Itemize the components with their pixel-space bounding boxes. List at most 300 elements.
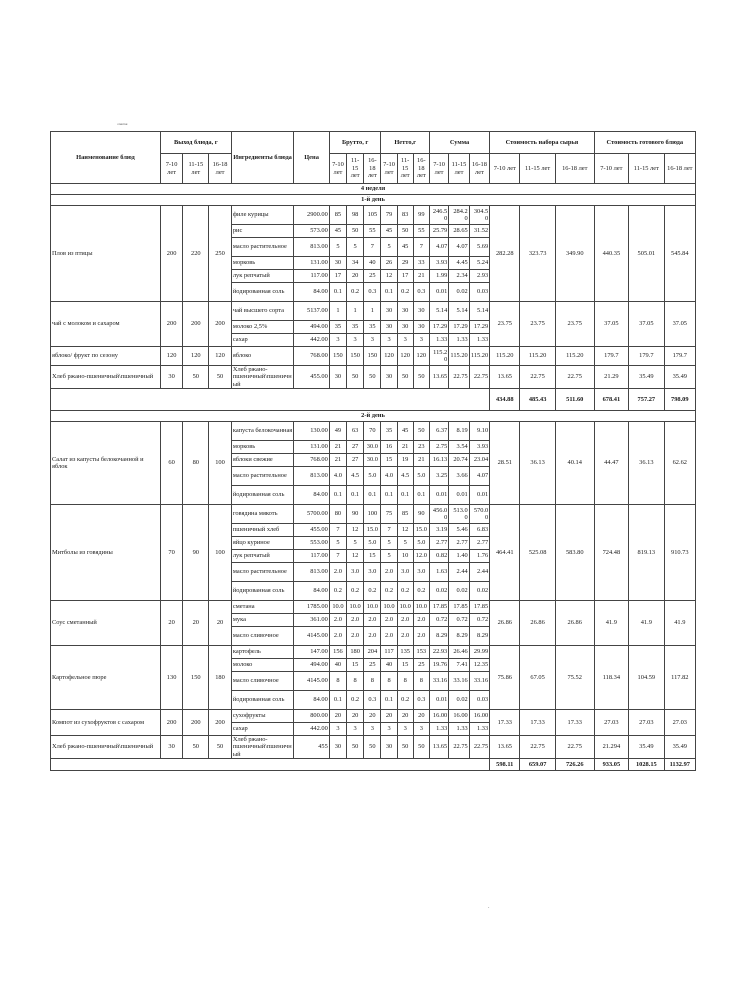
sum-value: 1.33 [469, 723, 489, 736]
netto-value: 50 [397, 225, 413, 238]
brutto-value: 50 [347, 366, 364, 389]
total-spacer [51, 389, 490, 411]
ready-cost-value: 35.49 [664, 366, 695, 389]
netto-value: 75 [381, 505, 397, 524]
brutto-value: 5 [329, 238, 346, 257]
brutto-value: 150 [329, 347, 346, 366]
raw-cost-value: 28.51 [490, 422, 520, 505]
sum-value: 1.33 [469, 334, 489, 347]
ready-cost-value: 545.84 [664, 206, 695, 302]
netto-value: 0.2 [397, 582, 413, 601]
ingredient-name: сахар [231, 334, 293, 347]
netto-value: 17 [397, 270, 413, 283]
sum-value: 4.07 [449, 238, 469, 257]
yield-value: 250 [209, 206, 232, 302]
sum-value: 23.04 [469, 454, 489, 467]
sum-value: 2.44 [469, 563, 489, 582]
netto-value: 153 [413, 646, 429, 659]
netto-value: 3 [381, 723, 397, 736]
brutto-value: 17 [329, 270, 346, 283]
ready-cost-value: 118.34 [594, 646, 628, 710]
sum-value: 0.72 [469, 614, 489, 627]
netto-value: 33 [413, 257, 429, 270]
brutto-value: 0.1 [329, 283, 346, 302]
raw-cost-value: 67.05 [520, 646, 556, 710]
ingredient-name: яйцо куриное [231, 537, 293, 550]
brutto-value: 20 [347, 270, 364, 283]
dish-name: Хлеб ржано-пшеничный\пшеничный [51, 736, 161, 759]
sum-value: 3.93 [429, 257, 448, 270]
sum-value: 16.00 [469, 710, 489, 723]
ingredient-row [51, 736, 696, 759]
brutto-value: 5.0 [364, 467, 381, 486]
netto-value: 2.0 [381, 563, 397, 582]
dish-name: Соус сметанный [51, 601, 161, 646]
brutto-value: 0.2 [329, 582, 346, 601]
ingredient-name: масло растительное [231, 563, 293, 582]
netto-value: 99 [413, 206, 429, 225]
ingredient-name: масло растительное [231, 238, 293, 257]
netto-value: 0.3 [413, 283, 429, 302]
raw-cost-value: 22.75 [520, 736, 556, 759]
netto-value: 21 [413, 454, 429, 467]
ready-cost-value: 179.7 [664, 347, 695, 366]
ingredient-name: лук репчатый [231, 550, 293, 563]
sum-value: 2.77 [469, 537, 489, 550]
header-age2: 11-15 лет [397, 154, 413, 184]
ingredient-price: 5137.00 [294, 302, 330, 321]
netto-value: 21 [413, 270, 429, 283]
brutto-value: 0.1 [329, 691, 346, 710]
ready-cost-value: 179.7 [629, 347, 665, 366]
header-age3: 16-18 лет [469, 154, 489, 184]
sum-value: 0.02 [469, 582, 489, 601]
yield-value: 200 [209, 710, 232, 736]
header-age1: 7-10 лет [429, 154, 448, 184]
netto-value: 23 [413, 441, 429, 454]
brutto-value: 8 [347, 672, 364, 691]
raw-cost-value: 17.33 [520, 710, 556, 736]
yield-value: 60 [160, 422, 183, 505]
brutto-value: 0.1 [364, 486, 381, 505]
sum-value: 22.93 [429, 646, 448, 659]
ready-cost-value: 44.47 [594, 422, 628, 505]
ingredient-price: 84.00 [294, 486, 330, 505]
brutto-value: 0.1 [329, 486, 346, 505]
ingredient-price: 494.00 [294, 659, 330, 672]
total-raw-cost: 726.26 [555, 759, 594, 771]
raw-cost-value: 36.13 [520, 422, 556, 505]
header-yield: Выход блюда, г [160, 132, 231, 154]
netto-value: 7 [413, 238, 429, 257]
raw-cost-value: 75.86 [490, 646, 520, 710]
netto-value: 3.0 [397, 563, 413, 582]
dish-name: Плов из птицы [51, 206, 161, 302]
ingredient-name: Хлеб ржано-пшеничный\пшеничный [231, 366, 293, 389]
brutto-value: 3 [329, 334, 346, 347]
brutto-value: 7 [364, 238, 381, 257]
yield-value: 70 [160, 505, 183, 601]
netto-value: 5 [381, 238, 397, 257]
netto-value: 0.2 [397, 691, 413, 710]
header-price: Цена [294, 132, 330, 184]
header-sum: Сумма [429, 132, 489, 154]
sum-value: 2.44 [449, 563, 469, 582]
brutto-value: 150 [364, 347, 381, 366]
netto-value: 30 [413, 302, 429, 321]
brutto-value: 100 [364, 505, 381, 524]
day-row [51, 411, 696, 422]
sum-value: 6.37 [429, 422, 448, 441]
sum-value: 0.72 [449, 614, 469, 627]
yield-value: 100 [209, 505, 232, 601]
ingredient-price: 573.00 [294, 225, 330, 238]
brutto-value: 20 [329, 710, 346, 723]
brutto-value: 3 [364, 723, 381, 736]
header-raw-cost: Стоимость набора сырья [490, 132, 594, 154]
total-ready-cost: 1028.15 [629, 759, 665, 771]
raw-cost-value: 17.33 [490, 710, 520, 736]
netto-value: 8 [397, 672, 413, 691]
brutto-value: 0.2 [347, 283, 364, 302]
brutto-value: 35 [364, 321, 381, 334]
raw-cost-value: 13.65 [490, 366, 520, 389]
netto-value: 20 [397, 710, 413, 723]
brutto-value: 0.2 [347, 691, 364, 710]
sum-value: 0.01 [469, 486, 489, 505]
sum-value: 1.33 [449, 723, 469, 736]
netto-value: 45 [397, 422, 413, 441]
brutto-value: 55 [364, 225, 381, 238]
ingredient-price: 147.00 [294, 646, 330, 659]
yield-value: 30 [160, 736, 183, 759]
brutto-value: 156 [329, 646, 346, 659]
raw-cost-value: 323.73 [520, 206, 556, 302]
netto-value: 0.1 [397, 486, 413, 505]
brutto-value: 63 [347, 422, 364, 441]
header-age1: 7-10 лет [490, 154, 520, 184]
day-total-row [51, 389, 696, 411]
total-raw-cost: 598.11 [490, 759, 520, 771]
sum-value: 2.75 [429, 441, 448, 454]
brutto-value: 2.0 [347, 627, 364, 646]
raw-cost-value: 23.75 [555, 302, 594, 347]
netto-value: 5.0 [413, 537, 429, 550]
brutto-value: 21 [329, 454, 346, 467]
netto-value: 0.2 [381, 582, 397, 601]
ingredient-price: 455.00 [294, 524, 330, 537]
brutto-value: 7 [329, 524, 346, 537]
sum-value: 29.99 [469, 646, 489, 659]
ingredient-price: 131.00 [294, 441, 330, 454]
sum-value: 17.85 [449, 601, 469, 614]
ingredient-name: Хлеб ржано-пшеничный\пшеничный [231, 736, 293, 759]
total-spacer [51, 759, 490, 771]
sum-value: 1.33 [429, 334, 448, 347]
brutto-value: 90 [347, 505, 364, 524]
header-age2: 11-15 лет [520, 154, 556, 184]
sum-value: 0.01 [429, 283, 448, 302]
netto-value: 117 [381, 646, 397, 659]
ingredient-name: рис [231, 225, 293, 238]
header-ingredients: Ингредиенты блюда [231, 132, 293, 184]
sum-value: 19.76 [429, 659, 448, 672]
ready-cost-value: 21.294 [594, 736, 628, 759]
sum-value: 8.29 [429, 627, 448, 646]
sum-value: 0.03 [469, 691, 489, 710]
netto-value: 8 [413, 672, 429, 691]
ingredient-name: масло сливочное [231, 672, 293, 691]
dish-name: чай с молоком и сахаром [51, 302, 161, 347]
sum-value: 513.00 [449, 505, 469, 524]
sum-value: 8.19 [449, 422, 469, 441]
netto-value: 12.0 [413, 550, 429, 563]
total-raw-cost: 659.07 [520, 759, 556, 771]
sum-value: 28.65 [449, 225, 469, 238]
day-total-row [51, 759, 696, 771]
ingredient-price: 800.00 [294, 710, 330, 723]
ready-cost-value: 910.73 [664, 505, 695, 601]
ready-cost-value: 27.03 [664, 710, 695, 736]
raw-cost-value: 349.90 [555, 206, 594, 302]
ingredient-row [51, 646, 696, 659]
ingredient-row [51, 601, 696, 614]
netto-value: 30 [413, 321, 429, 334]
brutto-value: 105 [364, 206, 381, 225]
ready-cost-value: 41.9 [664, 601, 695, 646]
brutto-value: 30.0 [364, 454, 381, 467]
ready-cost-value: 35.49 [629, 366, 665, 389]
brutto-value: 3.0 [347, 563, 364, 582]
sum-value: 0.02 [449, 582, 469, 601]
yield-value: 120 [160, 347, 183, 366]
sum-value: 5.14 [449, 302, 469, 321]
ingredient-name: капуста белокочанная [231, 422, 293, 441]
brutto-value: 5 [347, 537, 364, 550]
yield-value: 50 [209, 366, 232, 389]
ingredient-price: 768.00 [294, 454, 330, 467]
ingredient-price: 117.00 [294, 270, 330, 283]
ingredient-name: сахар [231, 723, 293, 736]
brutto-value: 3.0 [364, 563, 381, 582]
brutto-value: 40 [364, 257, 381, 270]
day-label: 1-й день [51, 195, 696, 206]
netto-value: 10.0 [381, 601, 397, 614]
total-ready-cost: 933.05 [594, 759, 628, 771]
sum-value: 0.02 [429, 582, 448, 601]
yield-value: 200 [183, 710, 209, 736]
header-ready-cost: Стоимость готового блюда [594, 132, 695, 154]
brutto-value: 20 [347, 710, 364, 723]
ingredient-name: филе курицы [231, 206, 293, 225]
ready-cost-value: 104.59 [629, 646, 665, 710]
yield-value: 200 [160, 710, 183, 736]
sum-value: 1.76 [469, 550, 489, 563]
sum-value: 4.07 [469, 467, 489, 486]
sum-value: 31.52 [469, 225, 489, 238]
sum-value: 13.65 [429, 366, 448, 389]
netto-value: 45 [397, 238, 413, 257]
netto-value: 120 [413, 347, 429, 366]
header-age3: 16-18 лет [664, 154, 695, 184]
brutto-value: 204 [364, 646, 381, 659]
netto-value: 55 [413, 225, 429, 238]
sum-value: 5.14 [429, 302, 448, 321]
brutto-value: 3 [364, 334, 381, 347]
sum-value: 1.99 [429, 270, 448, 283]
ingredient-price: 553.00 [294, 537, 330, 550]
brutto-value: 0.1 [347, 486, 364, 505]
raw-cost-value: 525.08 [520, 505, 556, 601]
sum-value: 115.20 [429, 347, 448, 366]
brutto-value: 2.0 [329, 627, 346, 646]
netto-value: 85 [397, 505, 413, 524]
dish-name: яблоко/ фрукт по сезону [51, 347, 161, 366]
ingredient-name: молоко 2,5% [231, 321, 293, 334]
sum-value: 2.34 [449, 270, 469, 283]
menu-body [51, 184, 696, 771]
ready-cost-value: 37.05 [629, 302, 665, 347]
sum-value: 17.29 [469, 321, 489, 334]
netto-value: 50 [413, 366, 429, 389]
ingredient-price: 494.00 [294, 321, 330, 334]
ready-cost-value: 41.9 [594, 601, 628, 646]
brutto-value: 4.5 [347, 467, 364, 486]
ingredient-price: 442.00 [294, 723, 330, 736]
sum-value: 7.41 [449, 659, 469, 672]
netto-value: 10.0 [397, 601, 413, 614]
brutto-value: 45 [329, 225, 346, 238]
brutto-value: 0.3 [364, 691, 381, 710]
netto-value: 2.0 [397, 614, 413, 627]
sum-value: 25.79 [429, 225, 448, 238]
ingredient-row [51, 505, 696, 524]
netto-value: 120 [397, 347, 413, 366]
brutto-value: 80 [329, 505, 346, 524]
brutto-value: 0.3 [364, 283, 381, 302]
netto-value: 79 [381, 206, 397, 225]
netto-value: 120 [381, 347, 397, 366]
brutto-value: 0.2 [347, 582, 364, 601]
brutto-value: 0.2 [364, 582, 381, 601]
ingredient-row [51, 366, 696, 389]
netto-value: 0.2 [413, 582, 429, 601]
brutto-value: 85 [329, 206, 346, 225]
raw-cost-value: 26.86 [490, 601, 520, 646]
total-raw-cost: 434.88 [490, 389, 520, 411]
netto-value: 4.0 [381, 467, 397, 486]
ingredient-row [51, 347, 696, 366]
sum-value: 22.75 [469, 736, 489, 759]
ready-cost-value: 27.03 [594, 710, 628, 736]
ingredient-name: яблоки свежие [231, 454, 293, 467]
netto-value: 2.0 [397, 627, 413, 646]
sum-value: 2.77 [449, 537, 469, 550]
sum-value: 20.74 [449, 454, 469, 467]
sum-value: 4.45 [449, 257, 469, 270]
netto-value: 3 [413, 334, 429, 347]
ingredient-price: 131.00 [294, 257, 330, 270]
netto-value: 50 [397, 736, 413, 759]
ingredient-name: йодированная соль [231, 582, 293, 601]
yield-value: 200 [160, 206, 183, 302]
sum-value: 17.85 [429, 601, 448, 614]
total-ready-cost: 757.27 [629, 389, 665, 411]
week-row [51, 184, 696, 195]
raw-cost-value: 40.14 [555, 422, 594, 505]
netto-value: 30 [381, 366, 397, 389]
ready-cost-value: 62.62 [664, 422, 695, 505]
sum-value: 3.54 [449, 441, 469, 454]
ready-cost-value: 37.05 [594, 302, 628, 347]
sum-value: 5.46 [449, 524, 469, 537]
header-age2: 11-15 лет [449, 154, 469, 184]
brutto-value: 2.0 [364, 627, 381, 646]
netto-value: 12 [381, 270, 397, 283]
sum-value: 3.66 [449, 467, 469, 486]
sum-value: 0.01 [429, 486, 448, 505]
brutto-value: 10.0 [329, 601, 346, 614]
netto-value: 0.1 [413, 486, 429, 505]
day-row [51, 195, 696, 206]
raw-cost-value: 115.20 [555, 347, 594, 366]
brutto-value: 50 [347, 736, 364, 759]
netto-value: 40 [381, 659, 397, 672]
brutto-value: 10.0 [347, 601, 364, 614]
ingredient-price: 768.00 [294, 347, 330, 366]
sum-value: 3.25 [429, 467, 448, 486]
brutto-value: 5 [329, 537, 346, 550]
brutto-value: 27 [347, 441, 364, 454]
netto-value: 10.0 [413, 601, 429, 614]
ingredient-price: 5700.00 [294, 505, 330, 524]
netto-value: 15.0 [413, 524, 429, 537]
brutto-value: 15.0 [364, 524, 381, 537]
ingredient-price: 4145.00 [294, 627, 330, 646]
header-dish-name: Наименование блюд [51, 132, 161, 184]
netto-value: 2.0 [413, 627, 429, 646]
sum-value: 16.00 [449, 710, 469, 723]
sum-value: 284.20 [449, 206, 469, 225]
sum-value: 33.16 [429, 672, 448, 691]
sum-value: 304.50 [469, 206, 489, 225]
ingredient-name: говядина мякоть [231, 505, 293, 524]
ready-cost-value: 724.48 [594, 505, 628, 601]
total-ready-cost: 1132.97 [664, 759, 695, 771]
sum-value: 22.75 [449, 366, 469, 389]
brutto-value: 70 [364, 422, 381, 441]
ingredient-name: молоко [231, 659, 293, 672]
week-label: 4 неделя [51, 184, 696, 195]
brutto-value: 2.0 [329, 563, 346, 582]
netto-value: 21 [397, 441, 413, 454]
sum-value: 115.20 [449, 347, 469, 366]
ready-cost-value: 37.05 [664, 302, 695, 347]
day-label: 2-й день [51, 411, 696, 422]
header-age3: 16-18 лет [364, 154, 381, 184]
sum-value: 0.03 [469, 283, 489, 302]
ingredient-price: 813.00 [294, 563, 330, 582]
yield-value: 50 [183, 366, 209, 389]
netto-value: 0.3 [413, 691, 429, 710]
brutto-value: 50 [364, 736, 381, 759]
header-age2: 11-15 лет [629, 154, 665, 184]
ingredient-row [51, 302, 696, 321]
brutto-value: 34 [347, 257, 364, 270]
netto-value: 26 [381, 257, 397, 270]
brutto-value: 2.0 [347, 614, 364, 627]
sum-value: 246.50 [429, 206, 448, 225]
